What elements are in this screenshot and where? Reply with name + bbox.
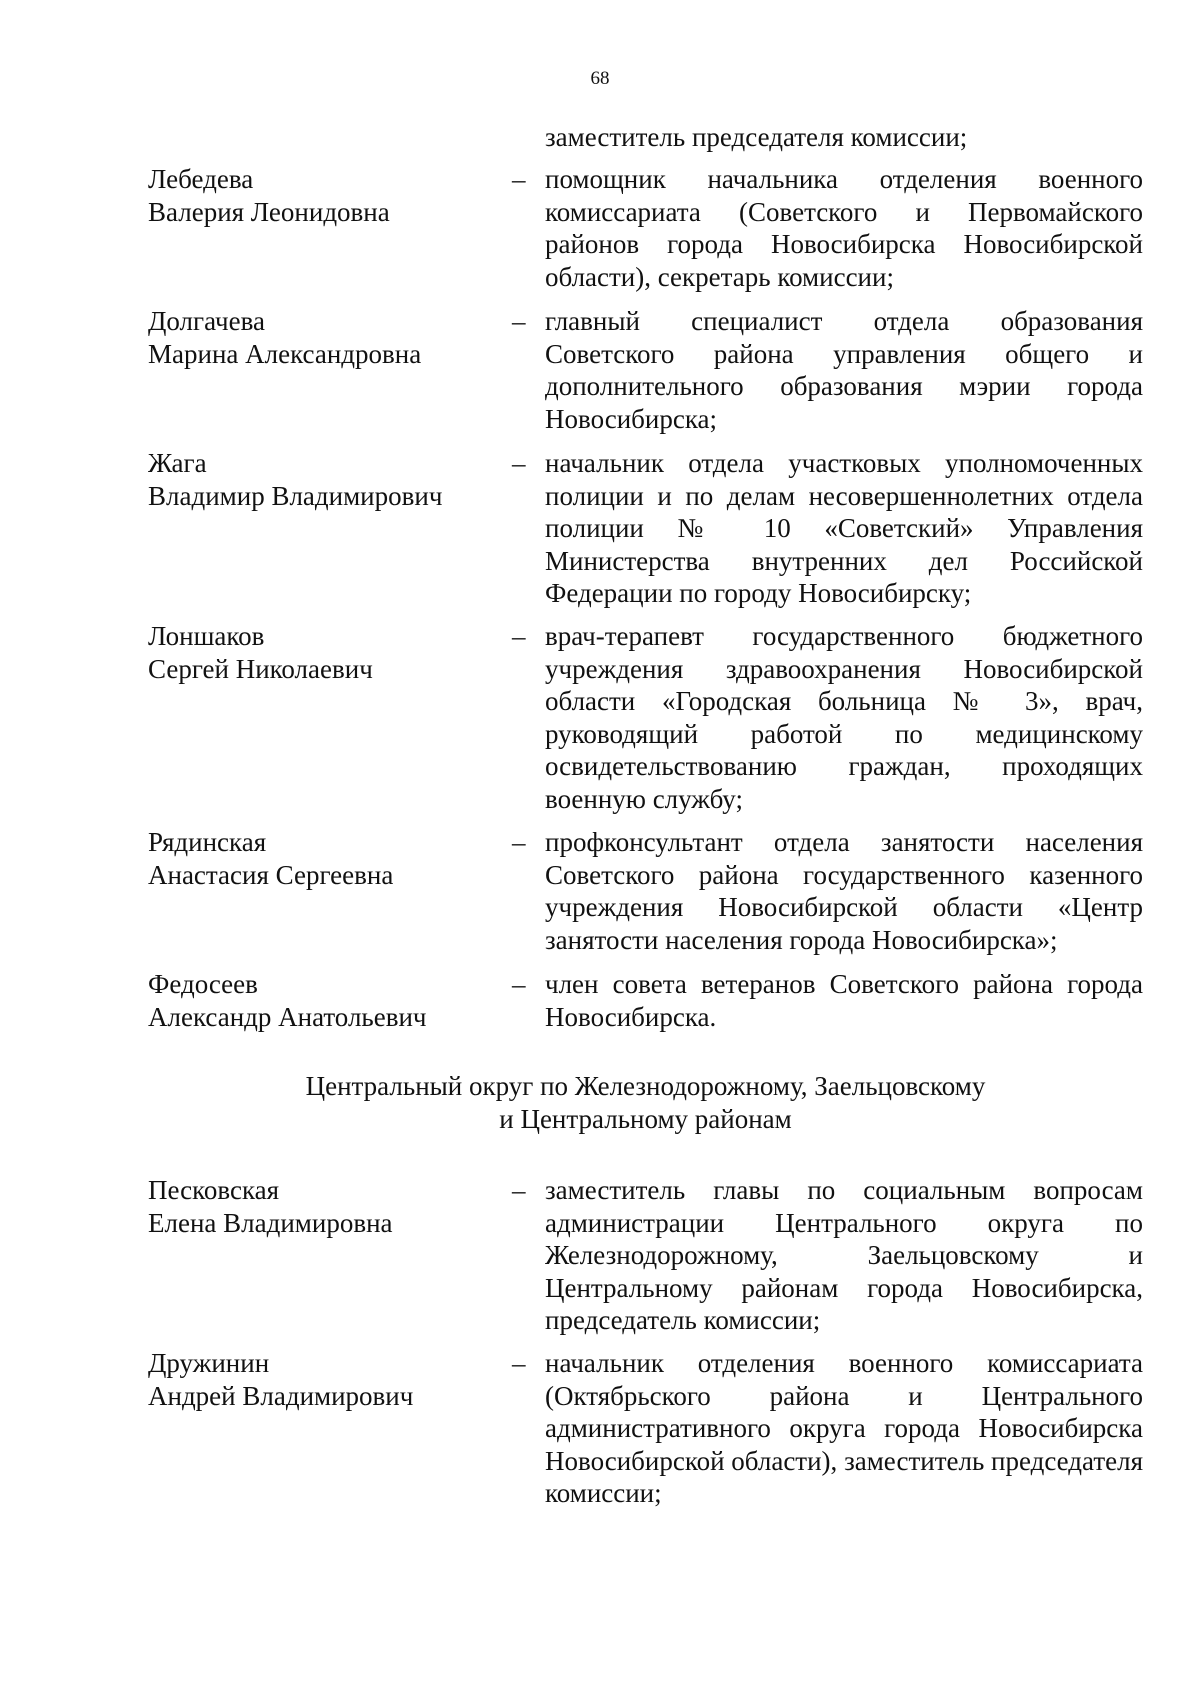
member-given-name: Валерия Леонидовна <box>148 196 390 227</box>
member-surname: Лебедева <box>148 164 254 194</box>
member-description: главный специалист отдела образования Советского района управления общего и дополнительного образования мэрии города Новосибирска; <box>545 306 1143 434</box>
member-name <box>148 305 508 370</box>
section-heading <box>148 1070 1143 1135</box>
page-number: 68 <box>590 68 610 89</box>
dash: – <box>512 827 526 857</box>
member-given-name: Владимир Владимирович <box>148 480 443 511</box>
dash: – <box>512 164 526 194</box>
dash: – <box>512 1175 526 1205</box>
dash: – <box>512 1348 526 1378</box>
member-given-name: Анастасия Сергеевна <box>148 859 394 890</box>
member-name <box>148 1174 508 1239</box>
member-given-name: Марина Александровна <box>148 338 422 369</box>
dash: – <box>512 621 526 651</box>
member-given-name: Андрей Владимирович <box>148 1380 414 1411</box>
member-description: начальник отдела участковых уполномоченных полиции и по делам несовершеннолетних отдела полиции № 10 «Советский» Управления Министерства внутренних дел Российской Федерации по городу Новосибирску; <box>545 448 1143 609</box>
member-name <box>148 826 508 891</box>
member-surname: Рядинская <box>148 827 267 857</box>
member-surname: Жага <box>148 448 207 478</box>
member-given-name: Елена Владимировна <box>148 1207 393 1238</box>
member-surname: Лоншаков <box>148 621 265 651</box>
member-description: заместитель главы по социальным вопросам администрации Центрального округа по Железнодорожному, Заельцовскому и Центральному районам города Новосибирска, председатель комиссии; <box>545 1175 1143 1336</box>
member-surname: Песковская <box>148 1175 280 1205</box>
member-description: помощник начальника отделения военного комиссариата (Советского и Первомайского районов города Новосибирска Новосибирской области), секретарь комиссии; <box>545 164 1143 292</box>
section-heading-line: и Центральному районам <box>499 1103 792 1134</box>
member-description: профконсультант отдела занятости населения Советского района государственного казенного учреждения Новосибирской области «Центр занятости населения города Новосибирска»; <box>545 827 1143 955</box>
member-name <box>148 447 508 512</box>
member-name <box>148 620 508 685</box>
member-name <box>148 968 508 1033</box>
intro-line: заместитель председателя комиссии; <box>545 122 968 152</box>
dash: – <box>512 306 526 336</box>
section-heading-line: Центральный округ по Железнодорожному, Заельцовскому <box>305 1071 986 1101</box>
member-given-name: Сергей Николаевич <box>148 653 373 684</box>
member-description: член совета ветеранов Советского района города Новосибирска. <box>545 969 1143 1032</box>
member-surname: Дружинин <box>148 1348 270 1378</box>
member-name <box>148 163 508 228</box>
member-description: начальник отделения военного комиссариата (Октябрьского района и Центрального административного округа города Новосибирска Новосибирской области), заместитель председателя комиссии; <box>545 1348 1143 1509</box>
member-name <box>148 1347 508 1412</box>
member-given-name: Александр Анатольевич <box>148 1001 427 1032</box>
dash: – <box>512 448 526 478</box>
dash: – <box>512 969 526 999</box>
member-surname: Долгачева <box>148 306 265 336</box>
member-surname: Федосеев <box>148 969 258 999</box>
member-description: врач-терапевт государственного бюджетного учреждения здравоохранения Новосибирской области «Городская больница № 3», врач, руководящий работой по медицинскому освидетельствованию граждан, проходящих военную службу; <box>545 621 1143 814</box>
